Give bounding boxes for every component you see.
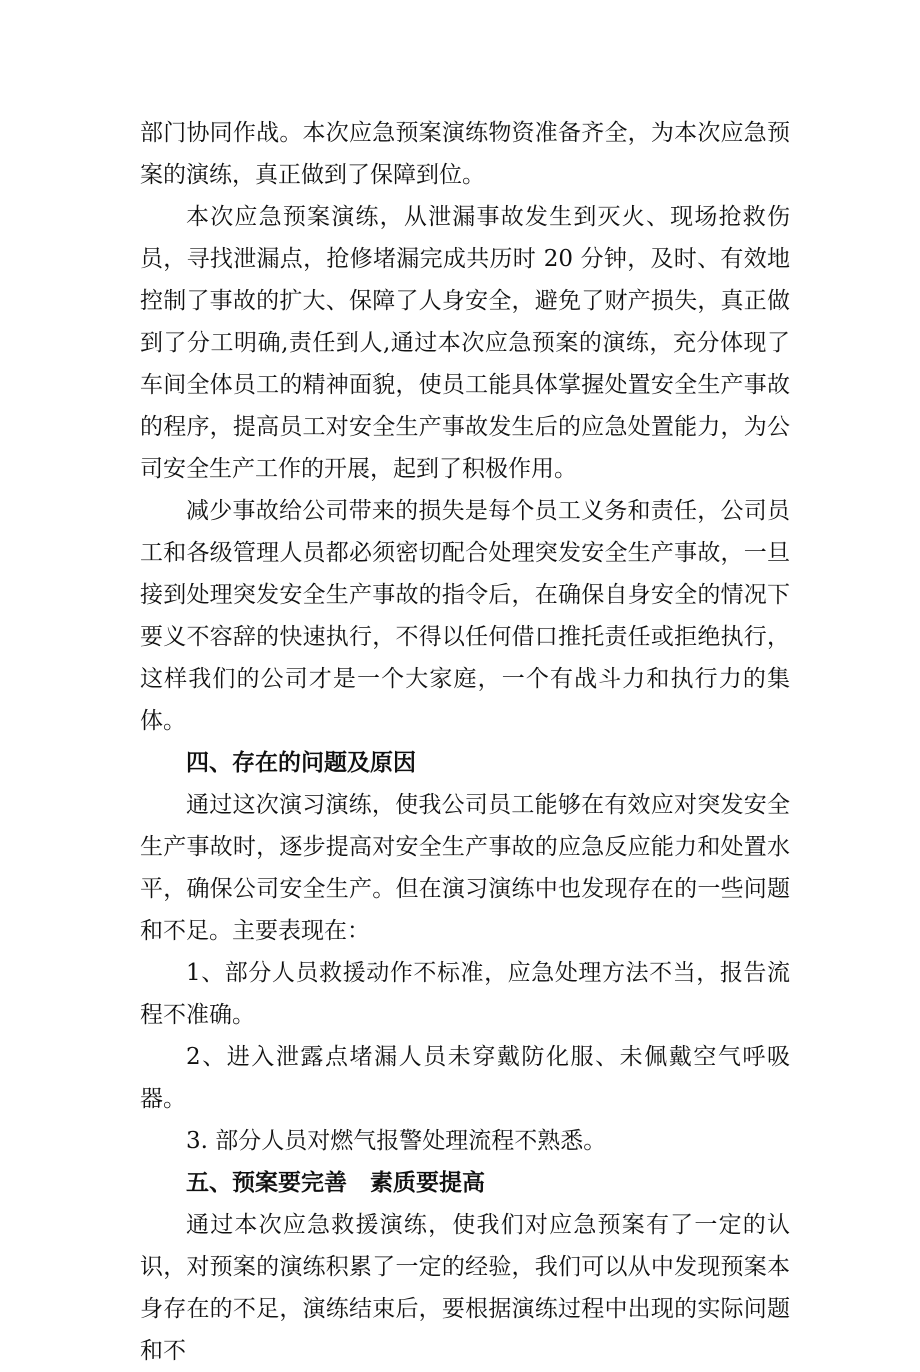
list-item-problem-2: 2、进入泄露点堵漏人员未穿戴防化服、未佩戴空气呼吸器。 (140, 1044, 790, 1112)
list-item-problem-3: 3. 部分人员对燃气报警处理流程不熟悉。 (186, 1128, 607, 1154)
paragraph-responsibility: 减少事故给公司带来的损失是每个员工义务和责任，公司员工和各级管理人员都必须密切配合处理突发安全生产事故，一旦接到处理突发安全生产事故的指令后，在确保自身安全的情况下要义不容辞的快速执行，不得以任何借口推托责任或拒绝执行，这样我们的公司才是一个大家庭，一个有战斗力和执行力的集体。 (140, 498, 790, 734)
paragraph-problems-intro: 通过这次演习演练，使我公司员工能够在有效应对突发安全生产事故时，逐步提高对安全生产事故的应急反应能力和处置水平，确保公司安全生产。但在演习演练中也发现存在的一些问题和不足。主要表现在： (140, 792, 790, 944)
section-heading-improvement: 五、预案要完善 素质要提高 (186, 1170, 485, 1196)
paragraph-continuation: 部门协同作战。本次应急预案演练物资准备齐全，为本次应急预案的演练，真正做到了保障到位。 (140, 120, 790, 188)
paragraph-improvement: 通过本次应急救援演练，使我们对应急预案有了一定的认识，对预案的演练积累了一定的经验，我们可以从中发现预案本身存在的不足，演练结束后，要根据演练过程中出现的实际问题和不 (140, 1212, 790, 1364)
document-body (140, 112, 790, 1372)
paragraph-drill-summary: 本次应急预案演练，从泄漏事故发生到灭火、现场抢救伤员，寻找泄漏点，抢修堵漏完成共历时 20 分钟，及时、有效地控制了事故的扩大、保障了人身安全，避免了财产损失，真正做到了分工明确,责任到人,通过本次应急预案的演练，充分体现了车间全体员工的精神面貌，使员工能具体掌握处置安全生产事故的程序，提高员工对安全生产事故发生后的应急处置能力，为公司安全生产工作的开展，起到了积极作用。 (140, 204, 790, 482)
section-heading-problems: 四、存在的问题及原因 (186, 750, 416, 776)
list-item-problem-1: 1、部分人员救援动作不标准，应急处理方法不当，报告流程不准确。 (140, 960, 790, 1028)
